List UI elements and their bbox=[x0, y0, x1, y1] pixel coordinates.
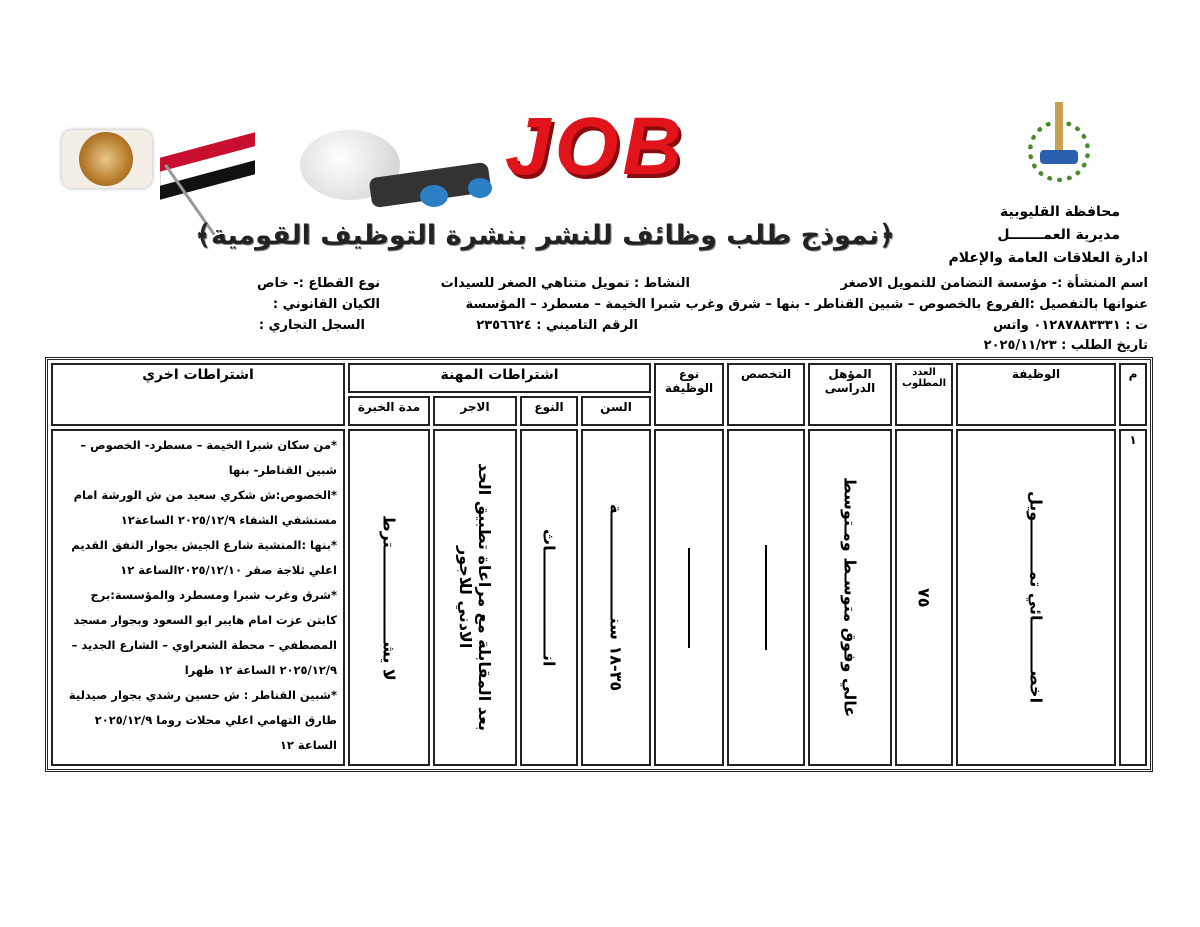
jobs-table bbox=[45, 357, 1153, 772]
row-job-type-empty bbox=[688, 548, 690, 648]
table-row bbox=[51, 429, 1147, 766]
governorate-emblem bbox=[1025, 102, 1095, 182]
other-requirement: *الخصوص:ش شكري سعيد من ش الورشة امام مستشفي الشفاء ٢٠٢٥/١٢/٩ الساعة١٢ bbox=[73, 488, 337, 527]
egypt-flag-icon bbox=[160, 145, 255, 187]
header-job: الوظيفة bbox=[956, 363, 1116, 426]
row-specialty-empty bbox=[765, 545, 767, 650]
header-qualification: المؤهل الدراسى bbox=[808, 363, 892, 426]
other-requirement: *بنها :المنشية شارع الجيش بجوار النفق القديم اعلي ثلاجة صقر ٢٠٢٥/١٢/١٠الساعة ١٢ bbox=[71, 538, 337, 577]
address: عنوانها بالتفصيل :الفروع بالخصوص – شبين القناطر - بنها – شرق وغرب شبرا الخيمة – مسطرد – المؤسسة bbox=[465, 297, 1148, 312]
header-profession-requirements: اشتراطات المهنة bbox=[348, 363, 651, 393]
header-index: م bbox=[1119, 363, 1147, 426]
ministry-logo bbox=[62, 130, 152, 188]
header-other-requirements: اشتراطات اخري bbox=[51, 363, 345, 426]
header-specialty: التخصص bbox=[727, 363, 805, 426]
request-date: تاريخ الطلب : ٢٠٢٥/١١/٢٣ bbox=[983, 338, 1148, 353]
commercial-register: السجل التجاري : bbox=[258, 318, 365, 333]
header-gender: النوع bbox=[520, 396, 578, 426]
phone: ت : ٠١٢٨٧٨٨٣٣٣١ واتس bbox=[993, 318, 1148, 333]
header-wage: الاجر bbox=[433, 396, 517, 426]
row-qualification: عالي وفوق متوسـط ومـتوسط bbox=[840, 477, 860, 718]
header-age: السن bbox=[581, 396, 651, 426]
row-experience: لا يشـــــــــــــــــترط bbox=[379, 514, 399, 681]
other-requirement: *من سكان شبرا الخيمة – مسطرد- الخصوص – شبين القناطر- بنها bbox=[80, 438, 337, 477]
governorate-name: محافظة القليوبية bbox=[1000, 204, 1120, 220]
row-count: ٧٥ bbox=[914, 587, 934, 608]
establishment-name: اسم المنشأة :- مؤسسة التضامن للتمويل الاصغر bbox=[840, 276, 1148, 291]
other-requirement: *شرق وغرب شبرا ومسطرد والمؤسسة:برج كابتن عزت امام هايبر ابو السعود وبجوار مسجد المصطفي – محطة الشعراوي – الشارع الجديد – ٢٠٢٥/١٢/٩ الساعة ١٢ ظهرا bbox=[71, 588, 337, 677]
header-experience: مدة الخبرة bbox=[348, 396, 430, 426]
row-other-requirements bbox=[51, 429, 345, 766]
insurance-number: الرقم التاميني : ٢٣٥٦٦٢٤ bbox=[476, 318, 638, 333]
row-wage: بعد المقابلة مع مراعاة تطبيق الحد الادني للاجور bbox=[456, 463, 494, 732]
row-age: ٣٥-١٨ سنـــــــــــــــــــة bbox=[606, 503, 626, 692]
activity: النشاط : تمويل متناهي الصغر للسيدات bbox=[440, 276, 690, 291]
directorate-name: مديرية العمـــــــل bbox=[997, 227, 1120, 243]
binoculars-figure-image bbox=[300, 130, 515, 215]
header-count: العدد المطلوب bbox=[895, 363, 953, 426]
sector-type: نوع القطاع :- خاص bbox=[257, 276, 380, 291]
row-gender: انـــــــــــــــــــاث bbox=[539, 528, 559, 667]
header-job-type: نوع الوظيفة bbox=[654, 363, 724, 426]
other-requirement: *شبين القناطر : ش حسين رشدي بجوار صيدلية طارق التهامي اعلي محلات روما ٢٠٢٥/١٢/٩ الساعة ١٢ bbox=[68, 688, 337, 752]
form-title: ﴿نموذج طلب وظائف للنشر بنشرة التوظيف القومية﴾ bbox=[195, 220, 895, 251]
row-job: اخصـــــــــائي تمـــــــــويل bbox=[1026, 491, 1046, 704]
job-logo: JOB bbox=[505, 101, 686, 192]
department-name: ادارة العلاقات العامة والإعلام bbox=[948, 250, 1148, 266]
legal-entity: الكيان القانوني : bbox=[272, 297, 380, 312]
row-index: ١ bbox=[1119, 429, 1147, 766]
